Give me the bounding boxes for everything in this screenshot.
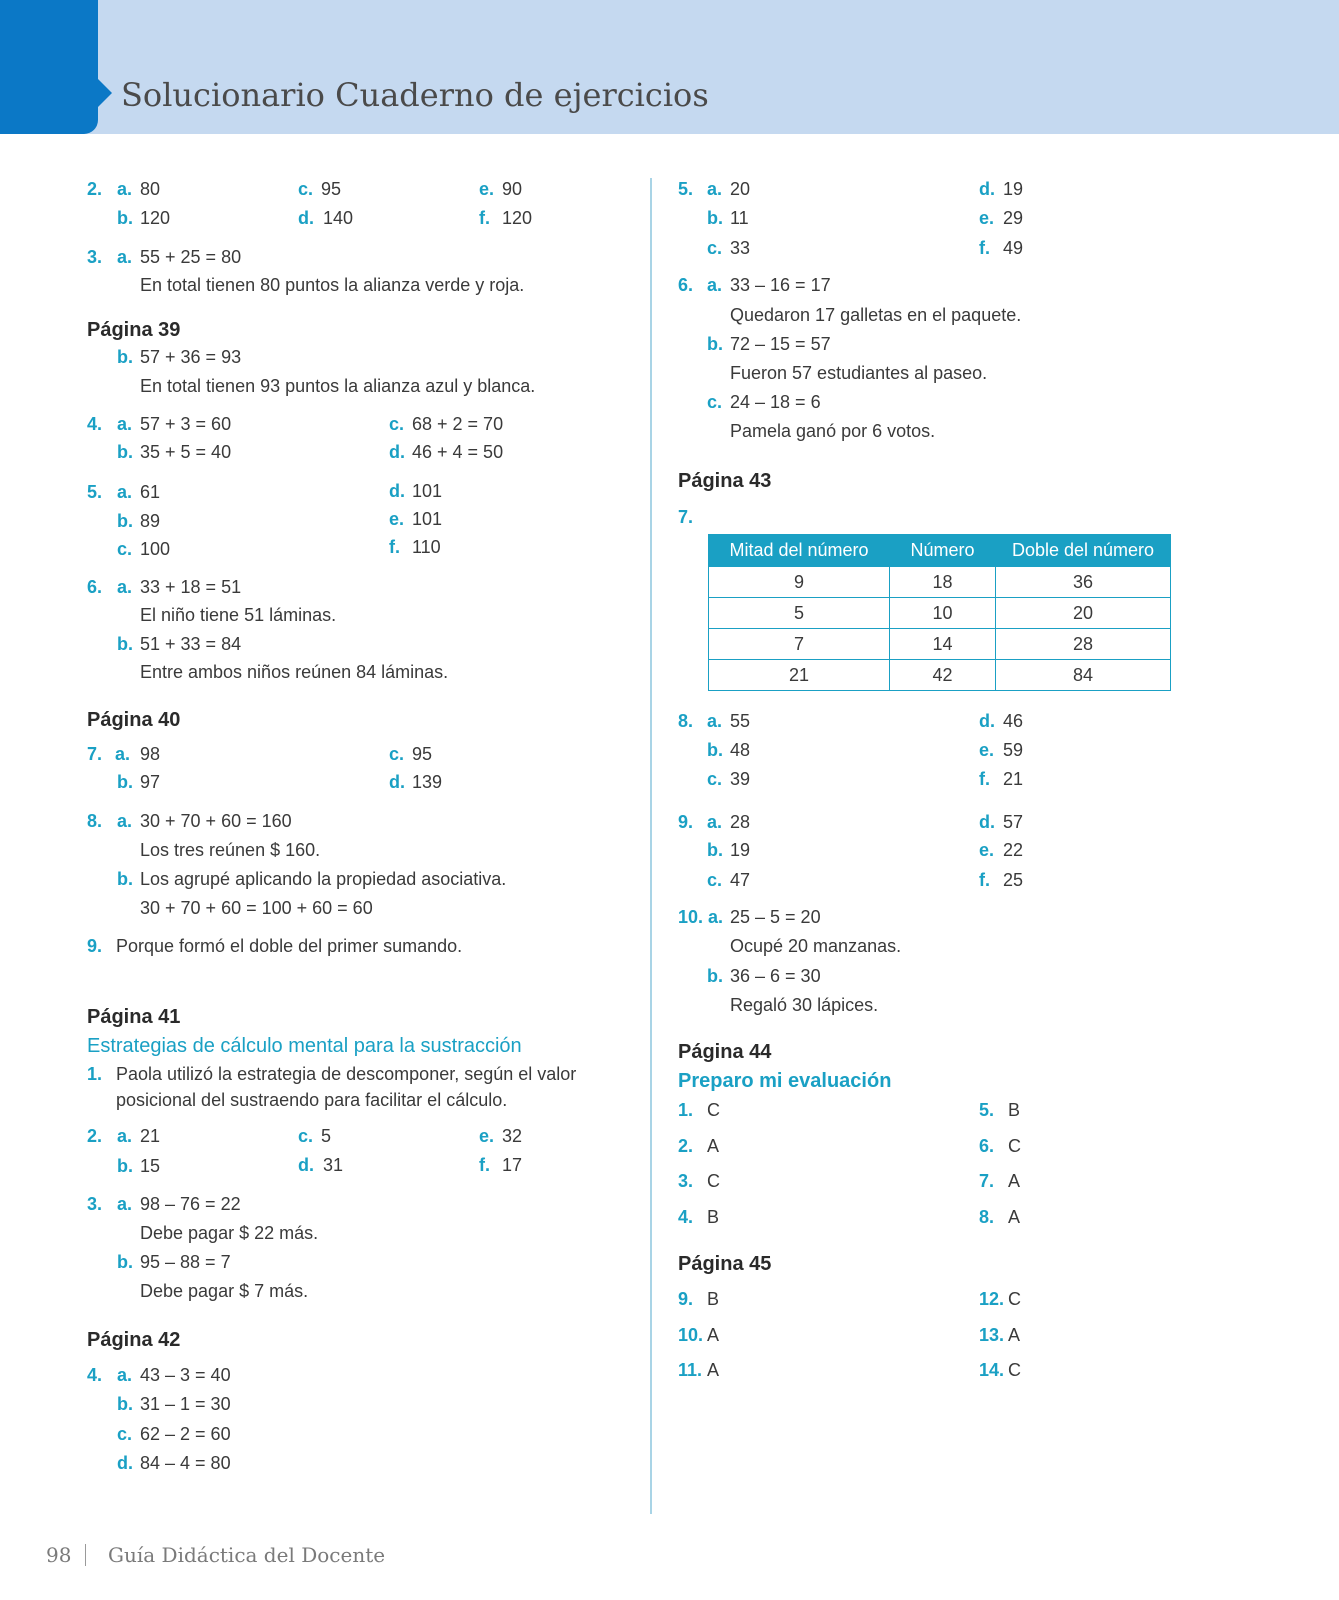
item-number: 12. bbox=[979, 1289, 1005, 1309]
footer-separator bbox=[85, 1544, 86, 1566]
item-letter: b. bbox=[117, 772, 133, 792]
item-letter: b. bbox=[117, 1156, 133, 1176]
answer-value: C bbox=[707, 1100, 720, 1120]
item-letter: c. bbox=[707, 238, 723, 258]
equation: 51 + 33 = 84 bbox=[140, 634, 242, 654]
item-letter: f. bbox=[479, 1155, 490, 1175]
item-number: 13. bbox=[979, 1325, 1005, 1345]
section-subheading: Estrategias de cálculo mental para la sustracción bbox=[87, 1035, 522, 1057]
item-letter: a. bbox=[117, 247, 133, 267]
item-letter: d. bbox=[389, 481, 405, 501]
item-number: 14. bbox=[979, 1360, 1005, 1380]
answer-value: 61 bbox=[140, 482, 161, 502]
item-letter: a. bbox=[117, 1194, 133, 1214]
item-letter: b. bbox=[117, 634, 133, 654]
item-number: 7. bbox=[678, 507, 694, 527]
answer-value: 80 bbox=[140, 179, 161, 199]
header-tab-arrow bbox=[98, 79, 112, 107]
item-letter: a. bbox=[117, 811, 133, 831]
table-cell: 21 bbox=[709, 660, 890, 691]
table-row bbox=[709, 567, 1171, 598]
answer-value: 25 bbox=[1003, 870, 1024, 890]
equation: 68 + 2 = 70 bbox=[412, 414, 504, 434]
equation: 25 – 5 = 20 bbox=[730, 907, 821, 927]
item-letter: c. bbox=[389, 414, 405, 434]
answer-value: 101 bbox=[412, 509, 443, 529]
item-number: 3. bbox=[87, 247, 103, 267]
answer-value: 5 bbox=[321, 1126, 332, 1146]
answer-value: 21 bbox=[140, 1126, 161, 1146]
table-row bbox=[709, 660, 1171, 691]
answer-value: B bbox=[707, 1207, 720, 1227]
answer-value: 89 bbox=[140, 511, 161, 531]
answer-value: 97 bbox=[140, 772, 161, 792]
item-letter: a. bbox=[115, 744, 131, 764]
item-letter: b. bbox=[117, 442, 133, 462]
item-letter: b. bbox=[117, 208, 133, 228]
answer-text: Regaló 30 lápices. bbox=[730, 995, 879, 1015]
equation: 31 – 1 = 30 bbox=[140, 1394, 231, 1414]
item-letter: a. bbox=[707, 812, 723, 832]
table-cell: 5 bbox=[709, 598, 890, 629]
item-letter: d. bbox=[389, 772, 405, 792]
item-number: 4. bbox=[87, 1365, 103, 1385]
answer-value: 46 bbox=[1003, 711, 1024, 731]
table-cell: 14 bbox=[890, 629, 996, 660]
answer-value: 59 bbox=[1003, 740, 1024, 760]
item-letter: c. bbox=[707, 769, 723, 789]
item-letter: d. bbox=[979, 711, 995, 731]
answer-value: 21 bbox=[1003, 769, 1024, 789]
item-number: 10. a. bbox=[678, 907, 724, 927]
answer-value: B bbox=[1008, 1100, 1021, 1120]
item-number: 8. bbox=[678, 711, 694, 731]
item-letter: d. bbox=[389, 442, 405, 462]
answer-value: C bbox=[1008, 1289, 1021, 1309]
half-double-table bbox=[708, 534, 1171, 691]
answer-value: A bbox=[1008, 1207, 1021, 1227]
table-cell: 9 bbox=[709, 567, 890, 598]
answer-text: Los agrupé aplicando la propiedad asociativa. bbox=[140, 869, 507, 889]
answer-value: 120 bbox=[140, 208, 171, 228]
answer-value: 32 bbox=[502, 1126, 523, 1146]
item-letter: d. bbox=[298, 208, 314, 228]
answer-value: 98 bbox=[140, 744, 161, 764]
answer-text: Ocupé 20 manzanas. bbox=[730, 936, 902, 956]
answer-value: 100 bbox=[140, 539, 171, 559]
section-subheading: Preparo mi evaluación bbox=[678, 1070, 892, 1092]
answer-value: 95 bbox=[321, 179, 342, 199]
item-letter: c. bbox=[298, 179, 314, 199]
item-letter: a. bbox=[117, 1365, 133, 1385]
item-letter: e. bbox=[389, 509, 405, 529]
item-number: 6. bbox=[979, 1136, 995, 1156]
item-number: 10. bbox=[678, 1325, 704, 1345]
column-header: Número bbox=[890, 535, 996, 567]
equation: 33 + 18 = 51 bbox=[140, 577, 242, 597]
item-letter: f. bbox=[979, 870, 990, 890]
item-number: 5. bbox=[979, 1100, 995, 1120]
section-heading: Página 44 bbox=[678, 1041, 772, 1063]
table-row bbox=[709, 598, 1171, 629]
item-letter: b. bbox=[117, 1252, 133, 1272]
answer-text: Fueron 57 estudiantes al paseo. bbox=[730, 363, 988, 383]
answer-text: Entre ambos niños reúnen 84 láminas. bbox=[140, 662, 449, 682]
section-heading: Página 40 bbox=[87, 709, 181, 731]
equation: 95 – 88 = 7 bbox=[140, 1252, 231, 1272]
table-cell: 28 bbox=[996, 629, 1171, 660]
answer-value: 47 bbox=[730, 870, 751, 890]
answer-value: C bbox=[707, 1171, 720, 1191]
answer-value: C bbox=[1008, 1136, 1021, 1156]
column-header: Doble del número bbox=[996, 535, 1171, 567]
item-letter: e. bbox=[979, 740, 995, 760]
section-heading: Página 39 bbox=[87, 319, 181, 341]
item-number: 8. bbox=[979, 1207, 995, 1227]
answer-value: C bbox=[1008, 1360, 1021, 1380]
item-letter: a. bbox=[117, 1126, 133, 1146]
item-number: 9. bbox=[678, 812, 694, 832]
answer-text: Quedaron 17 galletas en el paquete. bbox=[730, 305, 1022, 325]
item-letter: a. bbox=[117, 414, 133, 434]
section-heading: Página 43 bbox=[678, 470, 772, 492]
section-heading: Página 45 bbox=[678, 1253, 772, 1275]
answer-value: 120 bbox=[502, 208, 533, 228]
item-letter: c. bbox=[707, 392, 723, 412]
answer-value: A bbox=[707, 1360, 720, 1380]
answer-value: 39 bbox=[730, 769, 751, 789]
answer-text: Porque formó el doble del primer sumando. bbox=[116, 936, 463, 956]
answer-value: 49 bbox=[1003, 238, 1024, 258]
answer-value: 19 bbox=[730, 840, 751, 860]
item-letter: a. bbox=[117, 577, 133, 597]
item-number: 11. bbox=[678, 1360, 703, 1380]
equation: 55 + 25 = 80 bbox=[140, 247, 242, 267]
table-cell: 84 bbox=[996, 660, 1171, 691]
answer-value: 101 bbox=[412, 481, 443, 501]
equation: 24 – 18 = 6 bbox=[730, 392, 821, 412]
section-heading: Página 42 bbox=[87, 1329, 181, 1351]
answer-text: Paola utilizó la estrategia de descomponer, según el valor bbox=[116, 1064, 577, 1084]
item-letter: a. bbox=[707, 711, 723, 731]
table-cell: 42 bbox=[890, 660, 996, 691]
item-letter: b. bbox=[707, 840, 723, 860]
table-cell: 36 bbox=[996, 567, 1171, 598]
item-letter: b. bbox=[117, 347, 133, 367]
page-number: 98 bbox=[46, 1543, 72, 1567]
answer-value: A bbox=[707, 1136, 720, 1156]
item-letter: a. bbox=[117, 179, 133, 199]
table-cell: 10 bbox=[890, 598, 996, 629]
item-number: 4. bbox=[678, 1207, 694, 1227]
answer-value: 140 bbox=[323, 208, 354, 228]
equation: 43 – 3 = 40 bbox=[140, 1365, 231, 1385]
item-letter: e. bbox=[479, 1126, 495, 1146]
item-letter: c. bbox=[707, 870, 723, 890]
item-letter: b. bbox=[117, 1394, 133, 1414]
item-number: 8. bbox=[87, 811, 103, 831]
answer-text: En total tienen 93 puntos la alianza azul y blanca. bbox=[140, 376, 536, 396]
item-letter: b. bbox=[707, 334, 723, 354]
answer-value: A bbox=[1008, 1171, 1021, 1191]
item-letter: d. bbox=[979, 179, 995, 199]
equation: 46 + 4 = 50 bbox=[412, 442, 504, 462]
item-number: 2. bbox=[87, 179, 103, 199]
footer-text: Guía Didáctica del Docente bbox=[108, 1543, 386, 1567]
item-letter: f. bbox=[979, 769, 990, 789]
answer-value: 139 bbox=[412, 772, 443, 792]
item-letter: c. bbox=[117, 1424, 133, 1444]
answer-text: posicional del sustraendo para facilitar el cálculo. bbox=[116, 1090, 508, 1110]
section-heading: Página 41 bbox=[87, 1006, 181, 1028]
item-letter: b. bbox=[707, 740, 723, 760]
table-cell: 20 bbox=[996, 598, 1171, 629]
answer-value: 55 bbox=[730, 711, 751, 731]
item-number: 6. bbox=[678, 275, 694, 295]
header-tab bbox=[0, 0, 98, 134]
answer-value: A bbox=[1008, 1325, 1021, 1345]
item-number: 9. bbox=[87, 936, 103, 956]
answer-value: 57 bbox=[1003, 812, 1024, 832]
equation: 30 + 70 + 60 = 100 + 60 = 60 bbox=[140, 898, 373, 918]
item-letter: c. bbox=[298, 1126, 314, 1146]
item-number: 9. bbox=[678, 1289, 694, 1309]
table-cell: 18 bbox=[890, 567, 996, 598]
table-header-row bbox=[709, 535, 1171, 567]
column-divider bbox=[650, 178, 652, 1514]
item-letter: d. bbox=[979, 812, 995, 832]
answer-text: Los tres reúnen $ 160. bbox=[140, 840, 321, 860]
answer-value: 11 bbox=[730, 208, 749, 228]
item-letter: c. bbox=[389, 744, 405, 764]
equation: 35 + 5 = 40 bbox=[140, 442, 232, 462]
item-letter: b. bbox=[707, 966, 723, 986]
item-letter: f. bbox=[479, 208, 490, 228]
answer-value: 110 bbox=[412, 537, 441, 557]
item-number: 2. bbox=[87, 1126, 103, 1146]
answer-value: 95 bbox=[412, 744, 433, 764]
answer-value: B bbox=[707, 1289, 720, 1309]
answer-text: Pamela ganó por 6 votos. bbox=[730, 421, 936, 441]
equation: 36 – 6 = 30 bbox=[730, 966, 821, 986]
item-number: 1. bbox=[678, 1100, 694, 1120]
equation: 72 – 15 = 57 bbox=[730, 334, 831, 354]
item-letter: a. bbox=[707, 275, 723, 295]
equation: 98 – 76 = 22 bbox=[140, 1194, 241, 1214]
page-title: Solucionario Cuaderno de ejercicios bbox=[121, 76, 709, 114]
answer-value: 33 bbox=[730, 238, 751, 258]
item-number: 7. bbox=[979, 1171, 995, 1191]
item-letter: d. bbox=[117, 1453, 133, 1473]
table-row bbox=[709, 629, 1171, 660]
equation: 30 + 70 + 60 = 160 bbox=[140, 811, 292, 831]
item-number: 4. bbox=[87, 414, 103, 434]
answer-value: 19 bbox=[1003, 179, 1024, 199]
answer-value: 90 bbox=[502, 179, 523, 199]
answer-text: El niño tiene 51 láminas. bbox=[140, 605, 337, 625]
item-letter: e. bbox=[979, 840, 995, 860]
item-letter: b. bbox=[707, 208, 723, 228]
item-number: 5. bbox=[678, 179, 694, 199]
item-number: 3. bbox=[87, 1194, 103, 1214]
answer-value: 15 bbox=[140, 1156, 161, 1176]
answer-value: 29 bbox=[1003, 208, 1024, 228]
answer-value: 20 bbox=[730, 179, 751, 199]
answer-value: 22 bbox=[1003, 840, 1024, 860]
item-number: 1. bbox=[87, 1064, 103, 1084]
item-letter: f. bbox=[979, 238, 990, 258]
equation: 84 – 4 = 80 bbox=[140, 1453, 231, 1473]
equation: 57 + 36 = 93 bbox=[140, 347, 242, 367]
item-letter: a. bbox=[117, 482, 133, 502]
item-number: 2. bbox=[678, 1136, 694, 1156]
item-number: 3. bbox=[678, 1171, 694, 1191]
item-number: 7. bbox=[87, 744, 103, 764]
answer-value: 31 bbox=[323, 1155, 344, 1175]
table-cell: 7 bbox=[709, 629, 890, 660]
item-letter: d. bbox=[298, 1155, 314, 1175]
answer-text: Debe pagar $ 7 más. bbox=[140, 1281, 309, 1301]
item-letter: c. bbox=[117, 539, 133, 559]
answer-value: 48 bbox=[730, 740, 751, 760]
item-letter: a. bbox=[707, 179, 723, 199]
answer-text: Debe pagar $ 22 más. bbox=[140, 1223, 319, 1243]
answer-value: 17 bbox=[502, 1155, 523, 1175]
item-letter: b. bbox=[117, 511, 133, 531]
equation: 57 + 3 = 60 bbox=[140, 414, 232, 434]
item-letter: e. bbox=[479, 179, 495, 199]
item-number: 6. bbox=[87, 577, 103, 597]
item-letter: e. bbox=[979, 208, 995, 228]
equation: 62 – 2 = 60 bbox=[140, 1424, 231, 1444]
column-header: Mitad del número bbox=[709, 535, 890, 567]
item-letter: b. bbox=[117, 869, 133, 889]
answer-value: A bbox=[707, 1325, 720, 1345]
equation: 33 – 16 = 17 bbox=[730, 275, 831, 295]
answer-text: En total tienen 80 puntos la alianza verde y roja. bbox=[140, 275, 525, 295]
answer-value: 28 bbox=[730, 812, 751, 832]
item-letter: f. bbox=[389, 537, 400, 557]
item-number: 5. bbox=[87, 482, 103, 502]
